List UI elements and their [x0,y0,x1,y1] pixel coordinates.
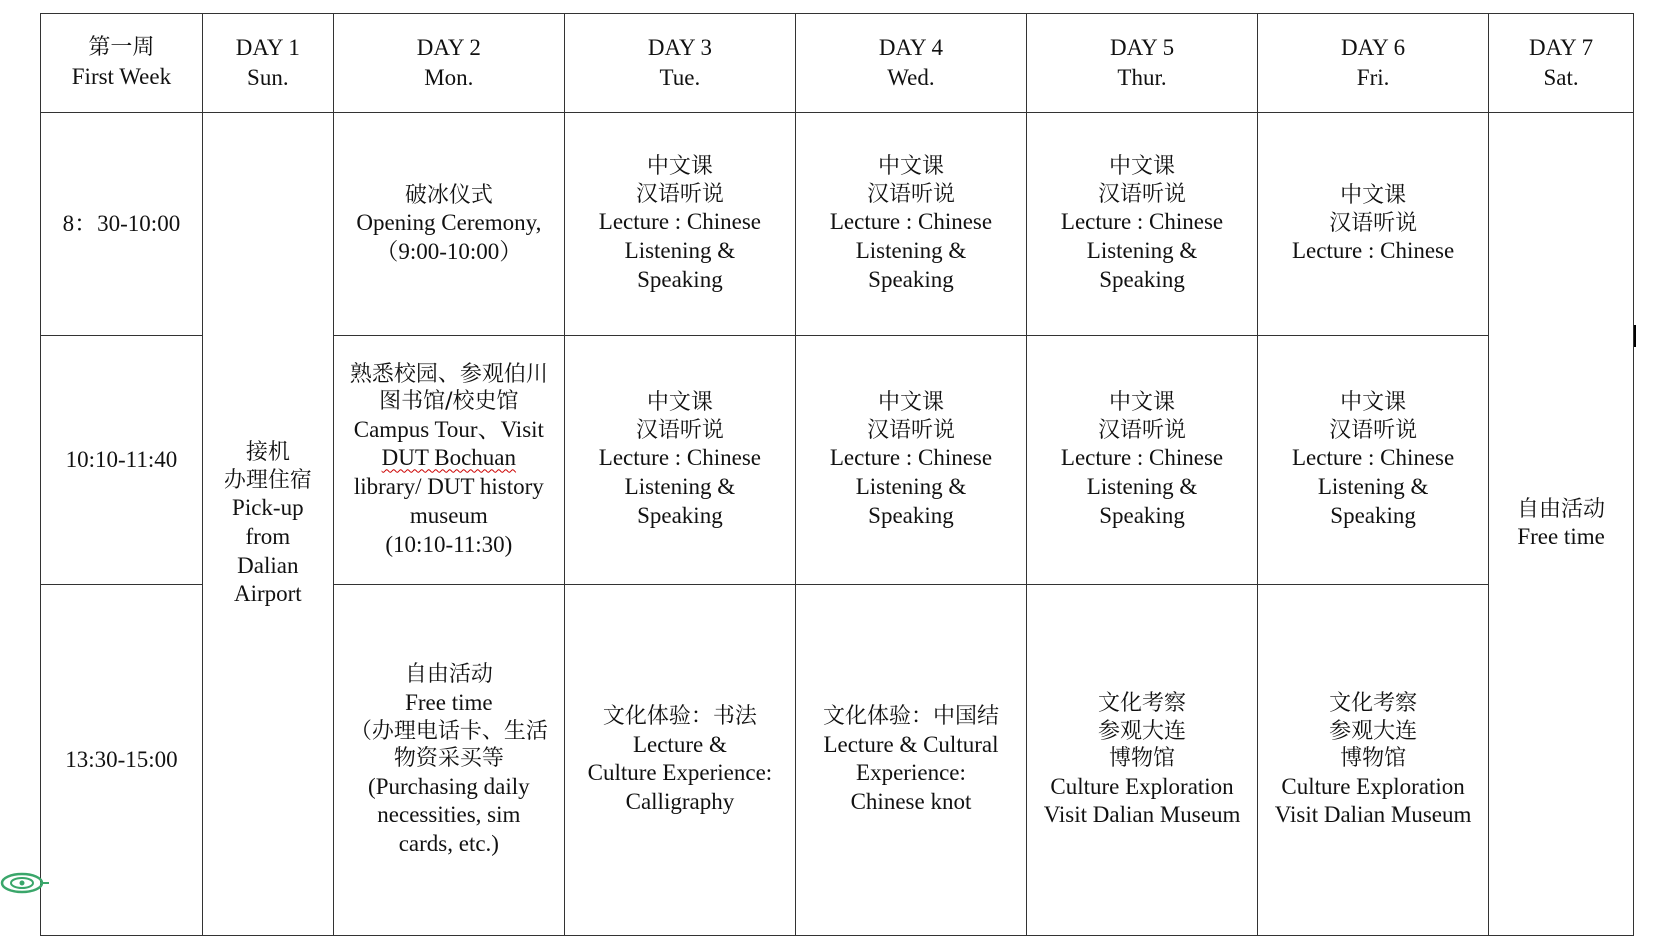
cell-line: Culture Exploration [1281,773,1465,799]
cell-line: （9:00-10:00） [375,238,523,264]
day7-cell [1489,113,1634,936]
cell-line: Speaking [637,502,723,528]
day-weekday: Tue. [659,65,701,90]
cell-line: 图书馆/校史馆 [379,389,519,415]
cell-line: 文化考察 [1329,691,1418,716]
weekly-schedule-table [40,13,1634,936]
activity-cell [1027,113,1258,336]
activity-cell [333,585,564,936]
cell-line: Listening & [855,474,967,500]
cell-line: 文化体验：中国结 [822,704,999,730]
day1-cell [202,113,333,936]
activity-cell [333,113,564,336]
cell-line: 破冰仪式 [404,182,493,208]
cell-line: Speaking [1099,266,1185,292]
cell-line: 汉语听说 [1098,181,1187,207]
cell-line: museum [409,502,488,528]
day-number: DAY 6 [1341,35,1406,61]
cell-line: Chinese knot [850,789,972,815]
cell-line: Lecture & [632,731,727,757]
cell-line: Listening & [624,474,736,500]
cell-line: Culture Exploration [1050,773,1234,799]
day-number: DAY 3 [647,35,712,61]
cell-line: Lecture : Chinese [1060,209,1224,235]
cell-line: Listening & [1086,474,1198,500]
cell-line: 接机 [245,440,290,465]
cell-line: Experience: [856,760,966,786]
day-number: DAY 2 [416,35,481,61]
header-day-4 [795,14,1026,113]
cell-line: 熟悉校园、参观伯川 [349,361,548,387]
cell-line: (10:10-11:30) [385,531,513,557]
header-day-5 [1027,14,1258,113]
day-weekday: Thur. [1117,65,1167,90]
week-label-en: First Week [71,64,172,90]
activity-cell [1258,336,1489,585]
cell-line: Airport [233,581,302,607]
day-weekday: Wed. [887,65,935,90]
week-label-zh: 第一周 [88,34,155,60]
cell-line: 中文课 [1340,183,1407,209]
cell-line: necessities, sim [377,802,521,828]
cell-line: Opening Ceremony, [356,210,542,235]
cell-line: 汉语听说 [1329,210,1418,236]
cell-line: 汉语听说 [1329,417,1418,443]
cell-line: Lecture : Chinese [829,445,993,471]
cell-line: Speaking [637,266,723,292]
cell-line: 中文课 [1340,390,1407,416]
cell-line: Lecture : Chinese [1291,238,1455,264]
header-day-7 [1489,14,1634,113]
day-weekday: Sun. [247,65,289,90]
activity-cell [795,585,1026,936]
cell-line: 博物馆 [1340,746,1407,771]
text-cursor [1634,325,1636,347]
cell-line: Lecture : Chinese [598,209,762,235]
day-number: DAY 7 [1529,35,1594,61]
time-cell: 10:10-11:40 [41,336,203,585]
header-day-1 [202,14,333,113]
cell-line: Listening & [1086,238,1198,264]
cell-line: Lecture : Chinese [829,209,993,235]
cell-line: Culture Experience: [587,760,773,786]
time-cell: 13:30-15:00 [41,585,203,936]
time-slot-row [41,113,1634,336]
header-row [41,14,1634,113]
cell-line: 物资采买等 [393,746,504,771]
activity-cell [795,336,1026,585]
activity-cell [564,585,795,936]
cell-line: Campus Tour、Visit [353,416,544,442]
green-swirl-icon [0,870,52,896]
cell-line: 中文课 [877,390,944,416]
cell-line: 中文课 [1109,154,1176,180]
cell-line: 中文课 [1109,390,1176,416]
activity-cell [564,336,795,585]
cell-line: 参观大连 [1329,718,1418,744]
cell-line: Pick-up [232,495,304,520]
cell-line: Lecture & Cultural [823,731,999,757]
cell-line: 自由活动 [1517,496,1606,522]
header-day-6 [1258,14,1489,113]
cell-line: from [245,523,291,549]
activity-cell [795,113,1026,336]
cell-line: 文化考察 [1098,691,1187,716]
cell-line: 汉语听说 [635,417,724,443]
cell-line: Free time [405,689,493,715]
header-week-cell [41,14,203,113]
activity-cell [333,336,564,585]
cell-line: 博物馆 [1109,746,1176,771]
cell-line: Dalian [237,552,299,578]
day-weekday: Mon. [424,65,474,90]
cell-line: 自由活动 [404,662,493,688]
cell-line: Free time [1517,524,1605,550]
cell-line: Lecture : Chinese [598,445,762,471]
activity-cell [1258,585,1489,936]
cell-line: 中文课 [877,154,944,180]
cell-line: (Purchasing daily [368,773,530,799]
day-number: DAY 5 [1109,35,1175,61]
cell-line: 汉语听说 [866,181,955,207]
cell-line: 办理住宿 [223,467,312,493]
cell-line: Visit Dalian Museum [1274,802,1472,828]
cell-line: 汉语听说 [635,181,724,207]
activity-cell [1027,336,1258,585]
cell-line: Calligraphy [625,789,735,815]
cell-line: Lecture : Chinese [1291,445,1455,471]
cell-line: 参观大连 [1098,718,1187,744]
cell-line: 汉语听说 [1098,417,1187,443]
header-day-3 [564,14,795,113]
cell-line: Speaking [868,266,954,292]
activity-cell [1027,585,1258,936]
day-number: DAY 4 [878,35,944,61]
cell-line: （办理电话卡、生活 [349,718,548,744]
cell-line: 中文课 [646,154,713,180]
cell-line: cards, etc.) [398,831,499,856]
day-weekday: Sat. [1543,65,1579,90]
header-day-2 [333,14,564,113]
cell-line: library/ DUT history [353,474,544,500]
cell-line: DUT Bochuan [381,445,517,471]
cell-line: Listening & [855,238,967,264]
cell-line: Speaking [868,502,954,528]
cell-line: Lecture : Chinese [1060,445,1224,471]
time-cell: 8：30-10:00 [41,113,203,336]
activity-cell [564,113,795,336]
cell-line: Listening & [1317,474,1429,500]
cell-line: 文化体验：书法 [602,704,757,730]
cell-line: Speaking [1330,502,1416,528]
cell-line: 中文课 [646,390,713,416]
cell-line: Visit Dalian Museum [1043,802,1241,828]
cell-line: 汉语听说 [866,417,955,443]
day-number: DAY 1 [235,35,300,61]
cell-line: Speaking [1099,502,1185,528]
activity-cell [1258,113,1489,336]
day-weekday: Fri. [1356,65,1390,90]
cell-line: Listening & [624,238,736,264]
